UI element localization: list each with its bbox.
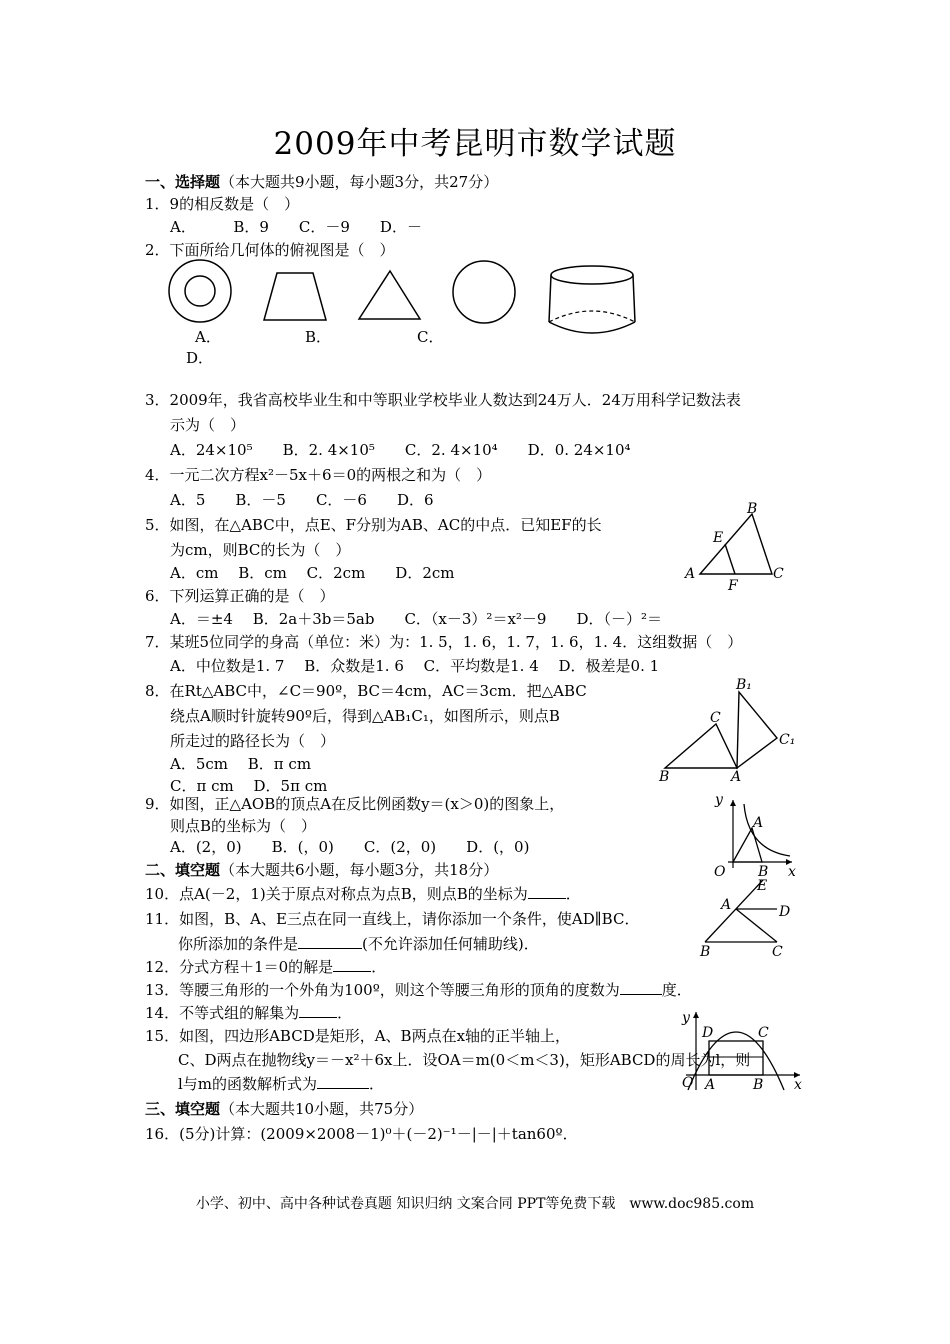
q4-options: A．5 B．－5 C．－6 D．6 — [170, 491, 434, 509]
fig8-label-b1: B₁ — [736, 677, 752, 693]
fig9-label-y: y — [715, 792, 723, 808]
q5-options: A．cm B．cm C．2cm D．2cm — [170, 564, 455, 582]
q11-answer-blank[interactable] — [298, 934, 362, 949]
q6-options: A．＝±4 B．2a＋3b＝5ab C．（x－3）²＝x²－9 D．（－）²＝ — [170, 610, 663, 628]
q13-end: 度． — [661, 981, 692, 999]
q15-answer-blank[interactable] — [317, 1074, 369, 1089]
section-1-note: （本大题共9小题，每小题3分，共27分） — [220, 173, 499, 191]
fig5-label-b: B — [747, 501, 758, 517]
fig5-label-a: A — [685, 566, 696, 582]
fig8-label-b: B — [659, 769, 670, 785]
section-2-note: （本大题共6小题，每小题3分，共18分） — [220, 861, 499, 879]
q11-note: (不允许添加任何辅助线)． — [362, 935, 539, 953]
q10-text: 10．点A(－2，1)关于原点对称点为点B，则点B的坐标为 — [145, 885, 528, 903]
q13-text: 13．等腰三角形的一个外角为100º，则这个等腰三角形的顶角的度数为 — [145, 981, 620, 999]
q2-stem: 2．下面所给几何体的俯视图是（ ） — [145, 241, 395, 259]
q8-options-ab: A．5cm B．π cm — [170, 755, 312, 773]
q15-line2: C、D两点在抛物线y＝－x²＋6x上．设OA＝m(0＜m＜3)，矩形ABCD的周长为l，则 — [178, 1051, 751, 1069]
q11-line1: 11．如图，B、A、E三点在同一直线上，请你添加一个条件，使AD∥BC． — [145, 910, 640, 928]
q11-text: 你所添加的条件是 — [178, 935, 299, 953]
section-1-title: 一、选择题 — [145, 173, 221, 191]
fig15-label-c: C — [758, 1025, 769, 1041]
q9-options: A．(2，0) B．(，0) C．(2，0) D．(，0) — [170, 838, 530, 856]
q3-options: A．24×10⁵ B．2. 4×10⁵ C．2. 4×10⁴ D．0. 24×10⁴ — [170, 441, 631, 459]
section-3-title: 三、填空题 — [145, 1100, 221, 1118]
q14-text: 14．不等式组的解集为 — [145, 1004, 300, 1022]
q15-text: l与m的函数解析式为 — [178, 1075, 318, 1093]
fig5-label-f: F — [728, 578, 738, 594]
frustum-solid — [549, 266, 635, 333]
q15-line1: 15．如图，四边形ABCD是矩形，A、B两点在x轴的正半轴上， — [145, 1027, 571, 1045]
q7-stem: 7．某班5位同学的身高（单位：米）为：1. 5，1. 6，1. 7，1. 6，1. 4．这组数据（ ） — [145, 633, 743, 651]
fig15-label-d: D — [702, 1025, 714, 1041]
q2-option-c: C． — [417, 328, 444, 346]
q7-options: A．中位数是1. 7 B．众数是1. 6 C．平均数是1. 4 D．极差是0. 1 — [170, 657, 660, 675]
fig5-label-c: C — [773, 566, 784, 582]
q16-stem: 16．(5分)计算：(2009×2008－1)⁰＋(－2)⁻¹－|－|＋tan60º． — [145, 1125, 578, 1143]
fig8-label-a: A — [731, 769, 742, 785]
q9-function-figure — [700, 790, 810, 878]
q4-stem: 4．一元二次方程x²－5x＋6＝0的两根之和为（ ） — [145, 466, 492, 484]
section-3-heading — [145, 1098, 423, 1119]
q8-rotation-figure — [655, 675, 815, 790]
circle-view — [453, 261, 515, 323]
q6-stem: 6．下列运算正确的是（ ） — [145, 587, 335, 605]
q10-answer-blank[interactable] — [528, 884, 566, 899]
fig11-label-c: C — [772, 944, 783, 960]
trapezoid-view — [264, 273, 326, 320]
q3-stem-line2: 示为（ ） — [170, 416, 246, 434]
fig11-label-b: B — [700, 944, 711, 960]
fig9-label-a: A — [753, 815, 764, 831]
q10 — [145, 883, 581, 904]
fig15-label-x: x — [794, 1077, 802, 1093]
q1-stem: 1．9的相反数是（ ） — [145, 195, 300, 213]
q8-options-cd: C．π cm D．5π cm — [170, 777, 328, 795]
q11-line2 — [178, 933, 539, 954]
q9-stem-line1: 9．如图，正△AOB的顶点A在反比例函数y＝(x＞0)的图象上， — [145, 795, 565, 813]
fig8-label-c1: C₁ — [779, 732, 796, 748]
fig9-label-o: O — [714, 864, 726, 880]
q15-end: ． — [369, 1075, 385, 1093]
q10-end: ． — [565, 885, 581, 903]
fig15-label-a: A — [705, 1077, 716, 1093]
q15-line3 — [178, 1073, 384, 1094]
fig9-label-b: B — [758, 864, 769, 880]
q12-end: ． — [371, 958, 387, 976]
q12-answer-blank[interactable] — [333, 957, 371, 972]
page-footer: 小学、初中、高中各种试卷真题 知识归纳 文案合同 PPT等免费下载 www.doc985.com — [195, 1196, 755, 1212]
q2-option-a: A． — [195, 328, 221, 346]
fig11-label-a: A — [721, 897, 732, 913]
q5-triangle-figure — [680, 500, 800, 595]
fig8-label-c: C — [710, 710, 721, 726]
q1-options: A． B．9 C．－9 D．－ — [170, 218, 422, 236]
q9-stem-line2: 则点B的坐标为（ ） — [170, 817, 317, 835]
q8-stem-line1: 8．在Rt△ABC中，∠C＝90º，BC＝4cm，AC＝3cm．把△ABC — [145, 682, 587, 700]
q8-stem-line3: 所走过的路径长为（ ） — [170, 732, 336, 750]
section-3-note: （本大题共10小题，共75分） — [220, 1100, 424, 1118]
q11-parallel-figure — [695, 878, 815, 958]
fig11-label-d: D — [779, 904, 791, 920]
fig15-label-b: B — [753, 1077, 764, 1093]
page-title: 2009年中考昆明市数学试题 — [273, 126, 677, 162]
q5-stem-line2: 为cm，则BC的长为（ ） — [170, 541, 351, 559]
fig9-label-x: x — [788, 864, 796, 880]
fig15-label-y: y — [682, 1010, 690, 1026]
q2-option-d: D． — [186, 349, 214, 367]
q14-answer-blank[interactable] — [299, 1003, 337, 1018]
section-1-heading — [145, 171, 498, 192]
q14 — [145, 1002, 352, 1023]
q2-option-b: B． — [305, 328, 332, 346]
q12-text: 12．分式方程＋1＝0的解是 — [145, 958, 334, 976]
ring-view — [169, 260, 231, 322]
q2-figures — [160, 258, 640, 338]
q8-stem-line2: 绕点A顺时针旋转90º后，得到△AB₁C₁，如图所示，则点B — [170, 707, 560, 725]
fig15-label-o: O — [682, 1075, 694, 1091]
section-2-heading — [145, 859, 498, 880]
q5-stem-line1: 5．如图，在△ABC中，点E、F分别为AB、AC的中点．已知EF的长 — [145, 516, 602, 534]
q14-end: ． — [337, 1004, 353, 1022]
triangle-view — [359, 271, 420, 319]
fig5-label-e: E — [713, 530, 724, 546]
fig11-label-e: E — [757, 878, 768, 894]
q12 — [145, 956, 386, 977]
q13-answer-blank[interactable] — [620, 980, 662, 995]
q3-stem-line1: 3．2009年，我省高校毕业生和中等职业学校毕业人数达到24万人．24万用科学记数法表 — [145, 391, 741, 409]
q13 — [145, 979, 692, 1000]
section-2-title: 二、填空题 — [145, 861, 221, 879]
